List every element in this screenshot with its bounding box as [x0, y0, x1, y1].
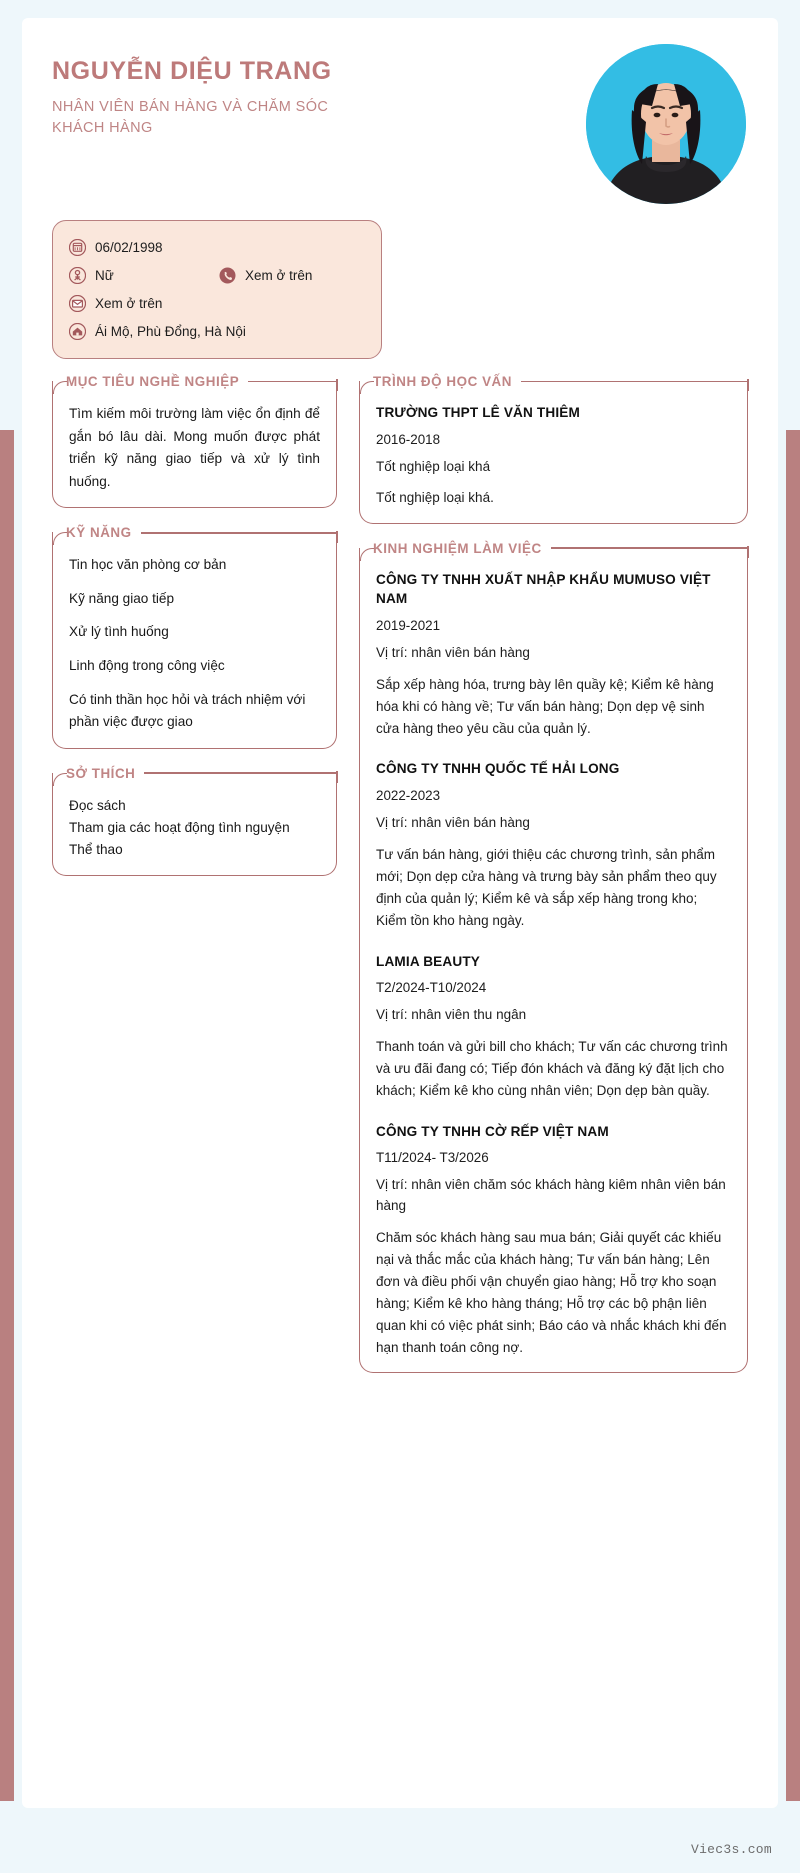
experience-entry	[376, 570, 731, 740]
experience-entry	[376, 1122, 731, 1359]
list-item: Tin học văn phòng cơ bản	[69, 557, 227, 573]
contact-birthdate	[69, 239, 163, 256]
header-job-title: NHÂN VIÊN BÁN HÀNG VÀ CHĂM SÓC KHÁCH HÀNG	[52, 98, 329, 137]
contact-value: Xem ở trên	[95, 295, 163, 311]
contact-value: Ái Mộ, Phù Đổng, Hà Nội	[95, 323, 246, 339]
contact-gender	[69, 267, 219, 284]
section-body	[52, 381, 337, 508]
entry-description: Tư vấn bán hàng, giới thiệu các chương trình, sản phẩm mới; Dọn dẹp cửa hàng và trưng bày sản phẩm theo quy định của quản lý; Kiểm kê và sắp xếp hàng trong kho; Kiểm tồn kho hàng ngày.	[376, 847, 717, 928]
left-column	[52, 373, 337, 1389]
entry-role: Vị trí: nhân viên bán hàng	[376, 644, 530, 660]
contact-value: 06/02/1998	[95, 239, 163, 255]
envelope-icon	[69, 295, 86, 312]
right-column	[359, 373, 748, 1389]
header-text-block	[52, 46, 586, 140]
section-title: MỤC TIÊU NGHỀ NGHIỆP	[66, 374, 240, 389]
list-item: Xử lý tình huống	[69, 624, 169, 640]
list-item: Linh động trong công việc	[69, 657, 225, 673]
contact-row	[69, 261, 365, 289]
entry-role: Vị trí: nhân viên chăm sóc khách hàng kiêm nhân viên bán hàng	[376, 1177, 726, 1214]
entry-date: 2019-2021	[376, 617, 441, 633]
section-experience	[359, 540, 748, 1374]
phone-icon	[219, 267, 236, 284]
section-title: KỸ NĂNG	[66, 525, 132, 541]
contact-phone	[219, 267, 312, 284]
section-hobbies	[52, 765, 337, 876]
entry-organization: CÔNG TY TNHH XUẤT NHẬP KHẨU MUMUSO VIỆT NAM	[376, 571, 711, 607]
list-item: Có tinh thần học hỏi và trách nhiệm với phần việc được giao	[69, 691, 306, 730]
section-body	[359, 381, 748, 524]
gender-icon	[69, 267, 86, 284]
entry-detail: Tốt nghiệp loại khá.	[376, 489, 494, 505]
objective-text: Tìm kiếm môi trường làm việc ổn định để gắn bó lâu dài. Mong muốn được phát triển kỹ năng giao tiếp và xử lý tình huống.	[69, 406, 320, 489]
list-item: Tham gia các hoạt động tình nguyện	[69, 819, 290, 835]
contact-address	[69, 323, 246, 340]
contact-card	[52, 220, 382, 359]
section-title: SỞ THÍCH	[66, 765, 136, 781]
section-skills	[52, 524, 337, 748]
contact-email	[69, 295, 162, 312]
section-objective	[52, 373, 337, 508]
avatar-illustration	[586, 44, 746, 204]
entry-date: 2022-2023	[376, 788, 441, 804]
contact-row	[69, 317, 365, 345]
section-body	[52, 532, 337, 748]
decorative-bar-right	[786, 430, 800, 1801]
education-entry	[376, 403, 731, 509]
entry-detail: Tốt nghiệp loại khá	[376, 458, 491, 474]
entry-organization: TRƯỜNG THPT LÊ VĂN THIÊM	[376, 405, 580, 420]
entry-date: T2/2024-T10/2024	[376, 980, 487, 996]
contact-row	[69, 233, 365, 261]
entry-role: Vị trí: nhân viên bán hàng	[376, 815, 530, 831]
experience-entry	[376, 952, 731, 1102]
home-icon	[69, 323, 86, 340]
cv-header	[52, 46, 748, 204]
section-body	[52, 773, 337, 876]
entry-role: Vị trí: nhân viên thu ngân	[376, 1007, 527, 1023]
entry-description: Sắp xếp hàng hóa, trưng bày lên quầy kệ; Kiểm kê hàng hóa khi có hàng về; Tư vấn bán hàng; Dọn dẹp vệ sinh cửa hàng theo yêu cầu của quản lý.	[376, 676, 714, 736]
list-item: Thể thao	[69, 841, 123, 857]
contact-row	[69, 289, 365, 317]
list-item: Đọc sách	[69, 797, 126, 813]
calendar-icon	[69, 239, 86, 256]
entry-date: 2016-2018	[376, 431, 441, 447]
experience-entry	[376, 759, 731, 931]
contact-value: Xem ở trên	[245, 267, 313, 283]
section-title: KINH NGHIỆM LÀM VIỆC	[373, 540, 542, 556]
content-columns	[52, 373, 748, 1389]
decorative-bar-left	[0, 430, 14, 1801]
cv-sheet	[22, 18, 778, 1808]
section-title: TRÌNH ĐỘ HỌC VẤN	[373, 374, 512, 389]
entry-organization: CÔNG TY TNHH CỜ RẾP VIỆT NAM	[376, 1123, 609, 1139]
list-item: Kỹ năng giao tiếp	[69, 590, 175, 606]
entry-organization: LAMIA BEAUTY	[376, 953, 480, 969]
page-title: NGUYỄN DIỆU TRANG	[52, 57, 332, 85]
entry-organization: CÔNG TY TNHH QUỐC TẾ HẢI LONG	[376, 761, 620, 777]
avatar	[586, 44, 746, 204]
entry-date: T11/2024- T3/2026	[376, 1150, 489, 1166]
entry-description: Thanh toán và gửi bill cho khách; Tư vấn các chương trình và ưu đãi đang có; Tiếp đón khách và đăng ký đặt lịch cho khách; Kiểm kê kho cùng nhân viên; Dọn dẹp bàn quầy.	[376, 1039, 728, 1098]
contact-value: Nữ	[95, 267, 114, 283]
entry-description: Chăm sóc khách hàng sau mua bán; Giải quyết các khiếu nại và thắc mắc của khách hàng; Tư vấn bán hàng; Lên đơn và điều phối vận chuyển giao hàng; Hỗ trợ kho soạn hàng; Kiểm kê kho hàng tháng; Hỗ trợ các bộ phận liên quan khi có việc phát sinh; Báo cáo và nhắc khách khi đến hạn thanh toán công nợ.	[376, 1230, 727, 1355]
section-body	[359, 548, 748, 1374]
section-education	[359, 373, 748, 524]
footer-watermark: Viec3s.com	[690, 1842, 772, 1857]
